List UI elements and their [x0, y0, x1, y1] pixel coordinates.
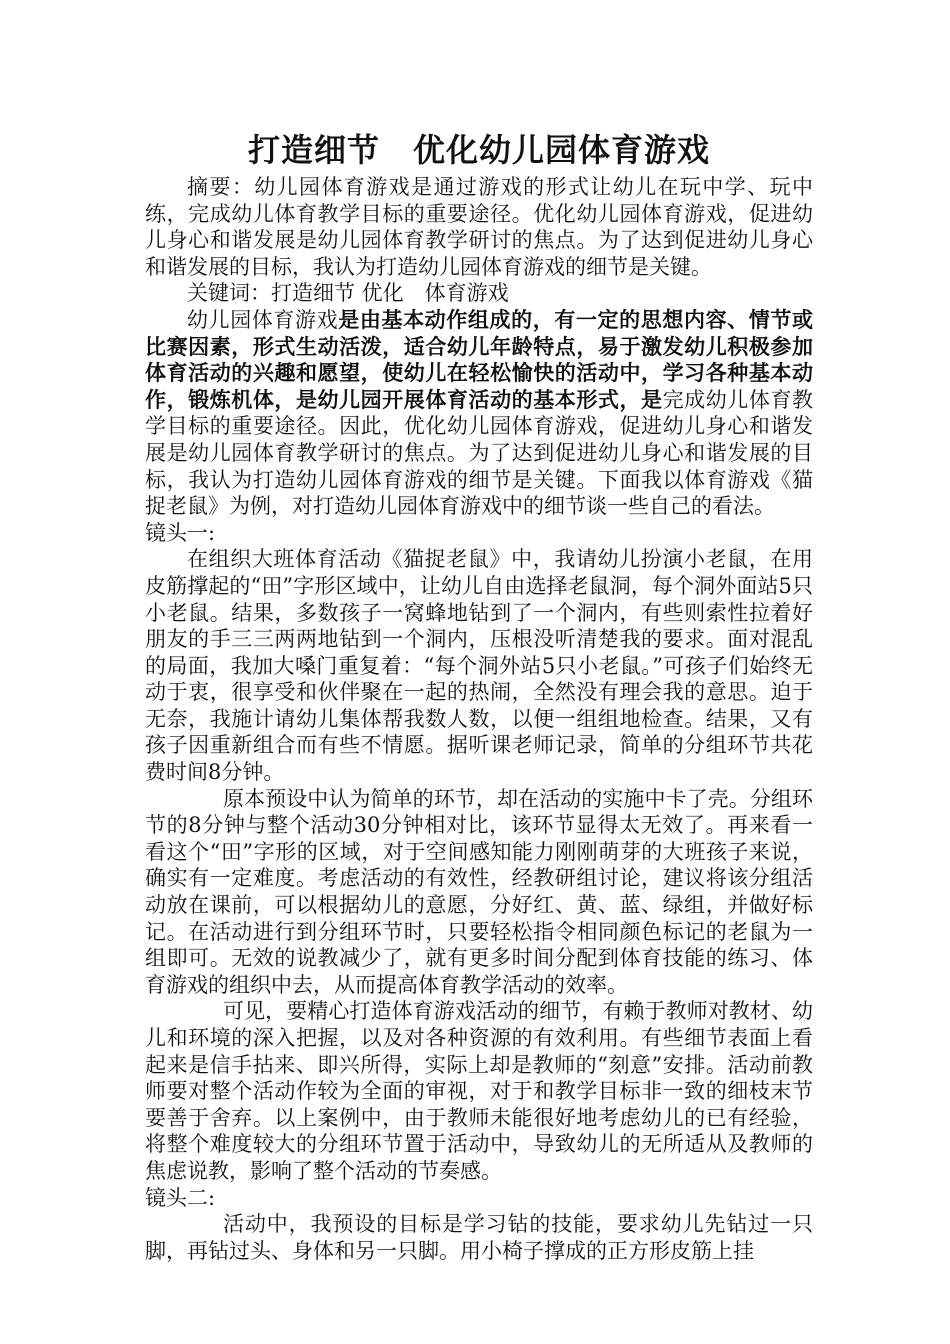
intro-paragraph [145, 307, 813, 520]
abstract-paragraph: 摘要：幼儿园体育游戏是通过游戏的形式让幼儿在玩中学、玩中练，完成幼儿体育教学目标的重要途径。优化幼儿园体育游戏，促进幼儿身心和谐发展是幼儿园体育教学研讨的焦点。为了达到促进幼儿身心和谐发展的目标，我认为打造幼儿园体育游戏的细节是关键。 [145, 175, 813, 279]
scene1-paragraph-2: 原本预设中认为简单的环节，却在活动的实施中卡了壳。分组环节的8分钟与整个活动30分钟相对比，该环节显得太无效了。再来看一看这个“田”字形的区域，对于空间感知能力刚刚萌芽的大班孩子来说，确实有一定难度。考虑活动的有效性，经教研组讨论，建议将该分组活动放在课前，可以根据幼儿的意愿，分好红、黄、蓝、绿组，并做好标记。在活动进行到分组环节时，只要轻松指令相同颜色标记的老鼠为一组即可。无效的说教减少了，就有更多时间分配到体育技能的练习、体育游戏的组织中去，从而提高体育教学活动的效率。 [145, 786, 813, 997]
scene1-paragraph-1: 在组织大班体育活动《猫捉老鼠》中，我请幼儿扮演小老鼠，在用皮筋撑起的“田”字形区域中，让幼儿自由选择老鼠洞，每个洞外面站5只小老鼠。结果，多数孩子一窝蜂地钻到了一个洞内，有些则索性拉着好朋友的手三三两两地钻到一个洞内，压根没听清楚我的要求。面对混乱的局面，我加大嗓门重复着：“每个洞外站5只小老鼠。”可孩子们始终无动于衷，很享受和伙伴聚在一起的热闹，全然没有理会我的意思。迫于无奈，我施计请幼儿集体帮我数人数，以便一组组地检查。结果，又有孩子因重新组合而有些不情愿。据听课老师记录，简单的分组环节共花费时间8分钟。 [145, 547, 813, 785]
document-title: 打造细节 优化幼儿园体育游戏 [247, 131, 710, 169]
document-page [145, 128, 813, 1264]
scene1-heading: 镜头一: [145, 520, 216, 545]
intro-rest-text: 完成幼儿体育教学目标的重要途径。因此，优化幼儿园体育游戏，促进幼儿身心和谐发展是幼儿园体育教学研讨的焦点。为了达到促进幼儿身心和谐发展的目标，我认为打造幼儿园体育游戏的细节是关键。下面我以体育游戏《猫捉老鼠》为例，对打造幼儿园体育游戏中的细节谈一些自己的看法。 [145, 387, 814, 519]
scene2-heading: 镜头二: [145, 1185, 216, 1210]
scene2-paragraph-1: 活动中，我预设的目标是学习钻的技能，要求幼儿先钻过一只脚，再钻过头、身体和另一只脚。用小椅子撑成的正方形皮筋上挂 [145, 1212, 813, 1263]
scene1-paragraph-3: 可见，要精心打造体育游戏活动的细节，有赖于教师对教材、幼儿和环境的深入把握，以及对各种资源的有效利用。有些细节表面上看起来是信手拈来、即兴所得，实际上却是教师的“刻意”安排。活动前教师要对整个活动作较为全面的审视，对于和教学目标非一致的细枝末节要善于舍弃。以上案例中，由于教师未能很好地考虑幼儿的已有经验，将整个难度较大的分组环节置于活动中，导致幼儿的无所适从及教师的焦虑说教，影响了整个活动的节奏感。 [145, 999, 813, 1183]
intro-lead-text: 幼儿园体育游戏 [187, 307, 339, 332]
intro-bold-text: 是由基本动作组成的，有一定的思想内容、情节或比赛因素，形式生动活泼，适合幼儿年龄特点，易于激发幼儿积极参加体育活动的兴趣和愿望，使幼儿在轻松愉快的活动中，学习各种基本动作，锻炼机体，是幼儿园开展体育活动的基本形式，是 [145, 306, 813, 412]
keywords-line: 关键词：打造细节 优化 体育游戏 [187, 281, 509, 306]
